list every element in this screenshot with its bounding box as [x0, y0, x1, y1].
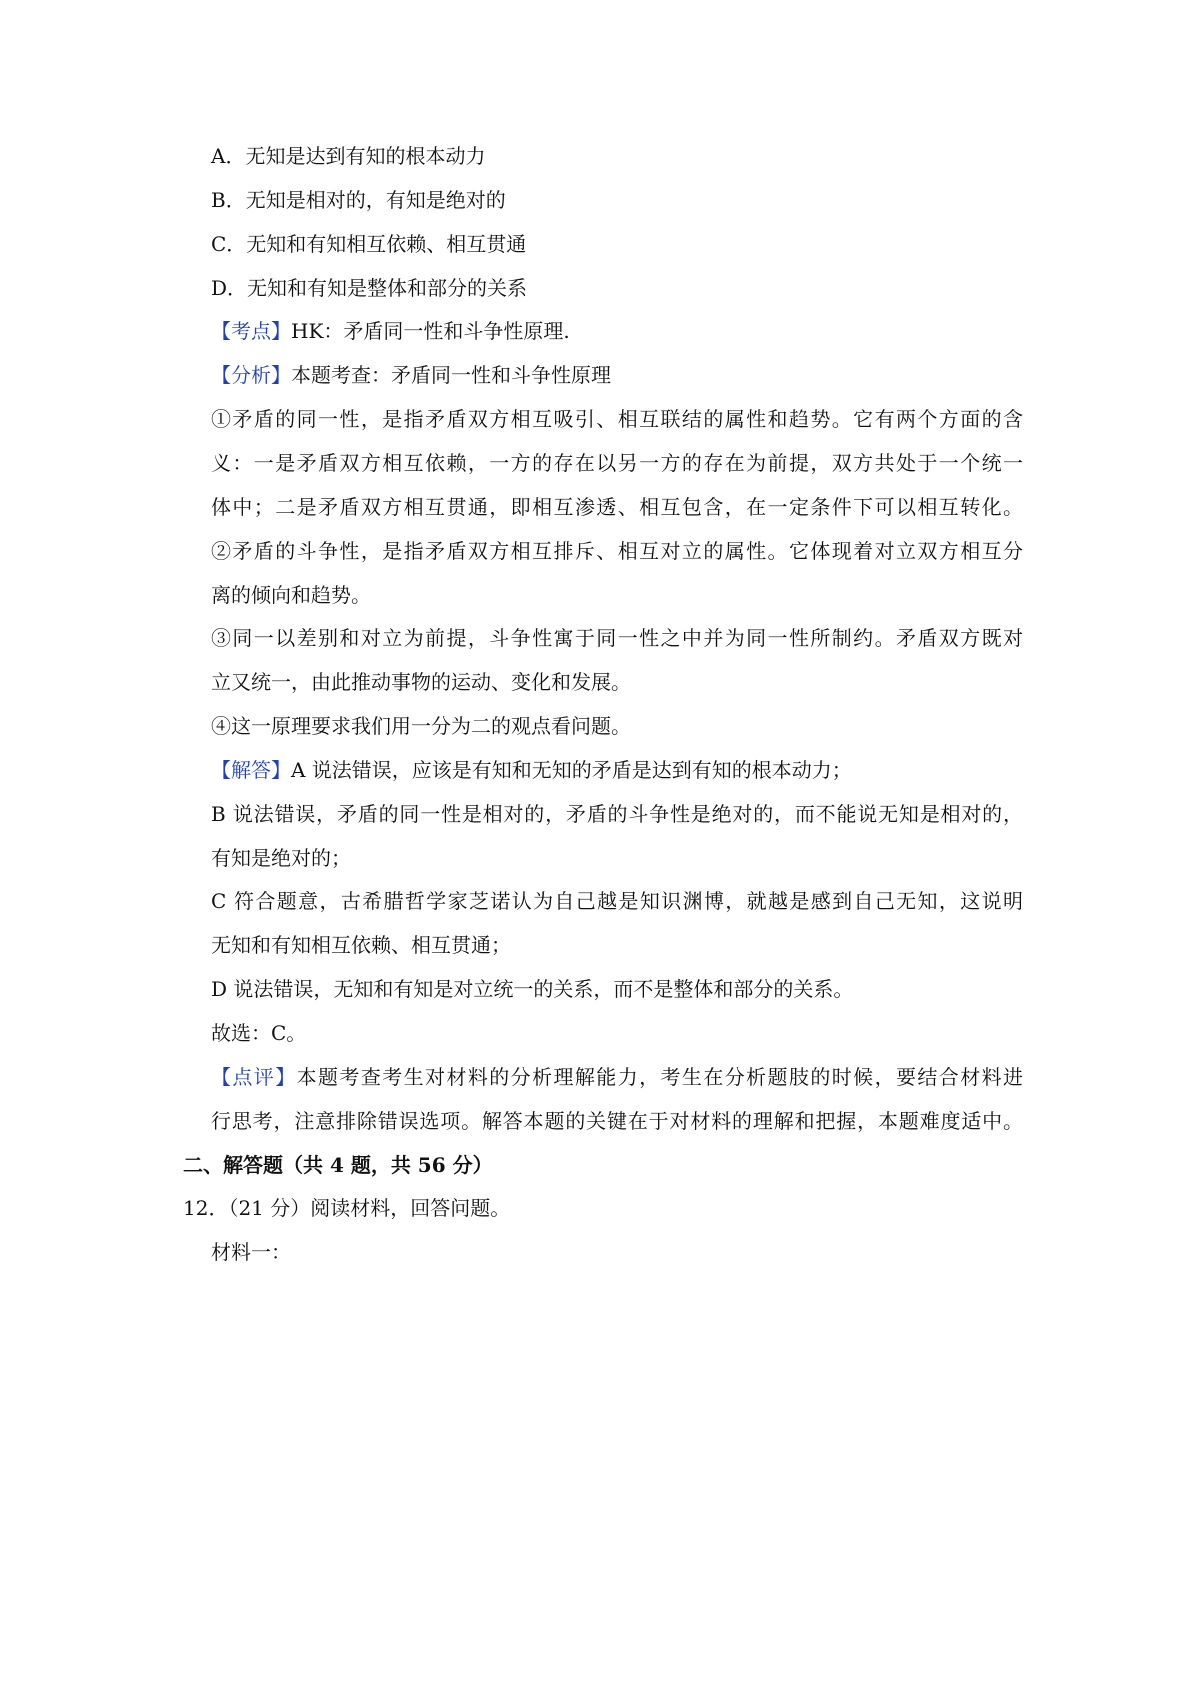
dianping-text-1: 本题考查考生对材料的分析理解能力，考生在分析题肢的时候，要结合材料进: [296, 1065, 1024, 1089]
jieda-a-text: A 说法错误，应该是有知和无知的矛盾是达到有知的根本动力；: [291, 758, 852, 782]
jieda-c-line-2: 无知和有知相互依赖、相互贯通；: [211, 933, 511, 957]
kaodian-text: HK：矛盾同一性和斗争性原理.: [291, 319, 570, 343]
dianping-line-1: [211, 1062, 1023, 1092]
dianping-tag: 【点评】: [211, 1065, 297, 1089]
fenxi-point-3-line-2: 立又统一，由此推动事物的运动、变化和发展。: [211, 670, 631, 694]
option-text: 无知是达到有知的根本动力: [245, 144, 486, 168]
fenxi-point-3-line-1: ③同一以差别和对立为前提，斗争性寓于同一性之中并为同一性所制约。矛盾双方既对: [211, 626, 1023, 650]
option-letter: B．: [211, 188, 246, 212]
jieda-c-line-1: C 符合题意，古希腊哲学家芝诺认为自己越是知识渊博，就越是感到自己无知，这说明: [211, 889, 1023, 913]
option-a: [211, 141, 485, 171]
option-b: [211, 185, 506, 215]
section-heading: 二、解答题（共 4 题，共 56 分）: [183, 1153, 493, 1177]
fenxi-line: [211, 360, 611, 390]
jieda-d-line: D 说法错误，无知和有知是对立统一的关系，而不是整体和部分的关系。: [211, 977, 854, 1001]
fenxi-point-4-line-1: ④这一原理要求我们用一分为二的观点看问题。: [211, 714, 631, 738]
question-12-stem: 12．（21 分）阅读材料，回答问题。: [183, 1196, 511, 1220]
option-letter: D．: [211, 276, 248, 300]
fenxi-point-1-line-1: ①矛盾的同一性，是指矛盾双方相互吸引、相互联结的属性和趋势。它有两个方面的含: [211, 407, 1023, 431]
option-letter: A．: [211, 144, 246, 168]
jieda-b-line-2: 有知是绝对的；: [211, 846, 351, 870]
kaodian-tag: 【考点】: [211, 319, 291, 343]
fenxi-text: 本题考查：矛盾同一性和斗争性原理: [291, 363, 611, 387]
option-text: 无知是相对的，有知是绝对的: [245, 188, 506, 212]
option-text: 无知和有知相互依赖、相互贯通: [246, 232, 527, 256]
jieda-b-line-1: B 说法错误，矛盾的同一性是相对的，矛盾的斗争性是绝对的，而不能说无知是相对的，: [211, 802, 1023, 826]
fenxi-point-2-line-2: 离的倾向和趋势。: [211, 583, 371, 607]
jieda-answer: 故选：C。: [211, 1021, 307, 1045]
option-letter: C．: [211, 232, 247, 256]
fenxi-point-1-line-3: 体中；二是矛盾双方相互贯通，即相互渗透、相互包含，在一定条件下可以相互转化。: [211, 495, 1023, 519]
option-c: [211, 229, 526, 259]
jieda-line: [211, 755, 852, 785]
dianping-line-2: 行思考，注意排除错误选项。解答本题的关键在于对材料的理解和把握，本题难度适中。: [211, 1109, 1023, 1133]
option-text: 无知和有知是整体和部分的关系: [247, 276, 528, 300]
fenxi-point-1-line-2: 义：一是矛盾双方相互依赖，一方的存在以另一方的存在为前提，双方共处于一个统一: [211, 451, 1023, 475]
question-12-material-1: 材料一：: [211, 1240, 291, 1264]
fenxi-point-2-line-1: ②矛盾的斗争性，是指矛盾双方相互排斥、相互对立的属性。它体现着对立双方相互分: [211, 539, 1023, 563]
option-d: [211, 273, 527, 303]
kaodian-line: [211, 316, 570, 346]
fenxi-tag: 【分析】: [211, 363, 291, 387]
jieda-tag: 【解答】: [211, 758, 291, 782]
